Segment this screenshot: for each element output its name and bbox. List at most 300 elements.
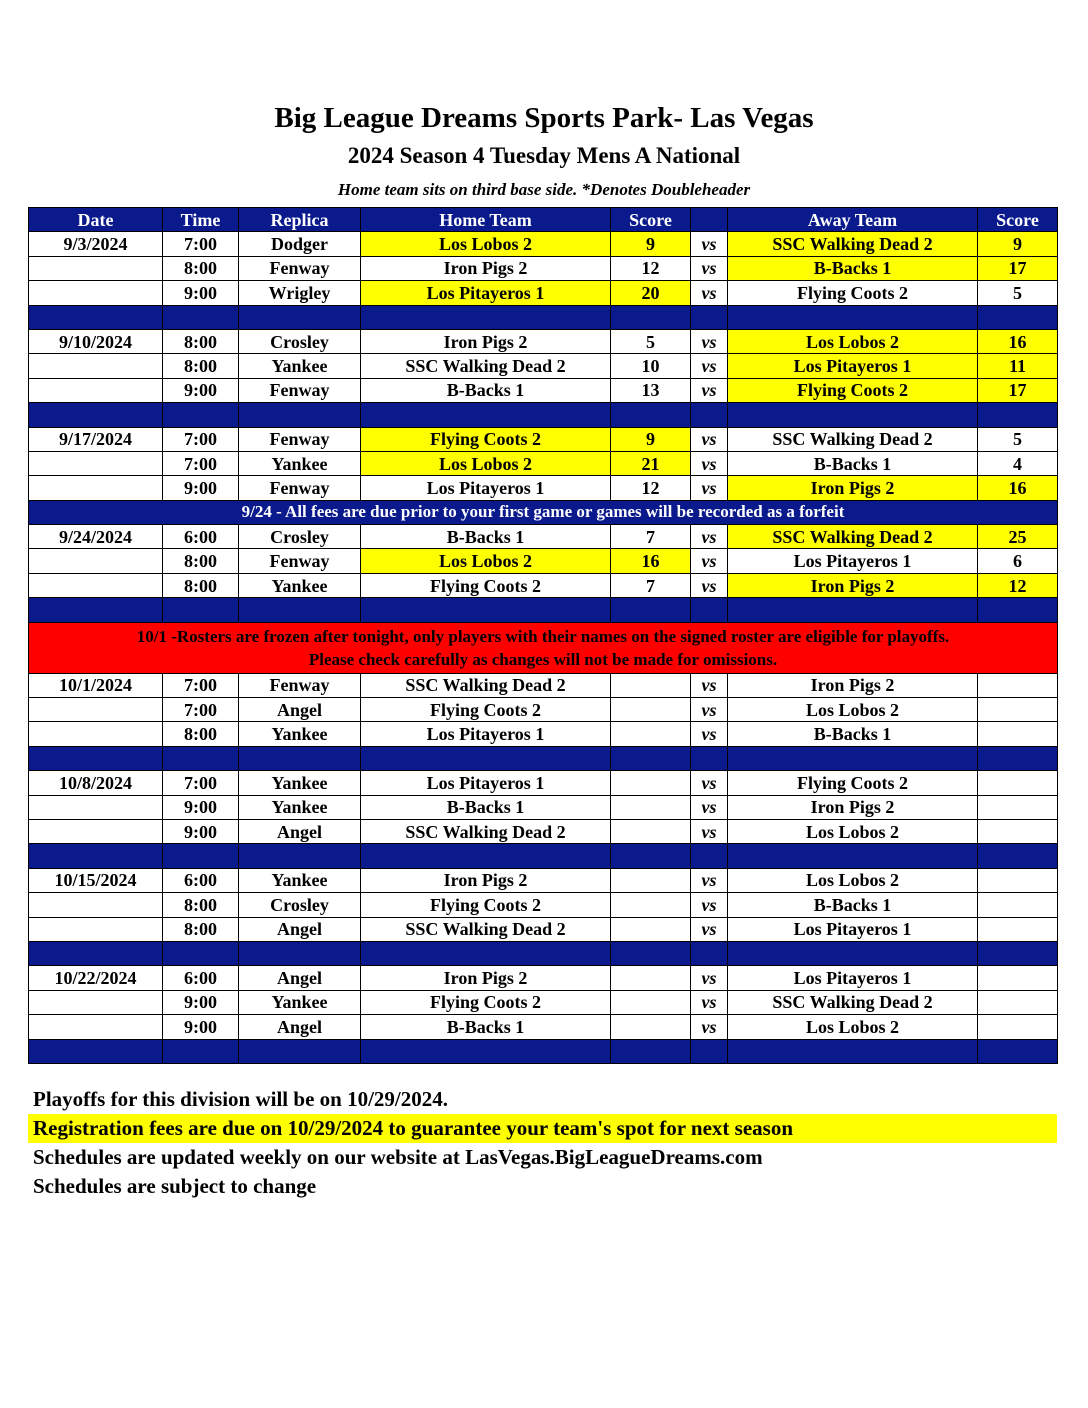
replica-field-cell: Yankee [239,795,361,819]
away-score-cell [978,990,1058,1014]
separator-cell [239,941,361,965]
separator-cell [611,305,691,329]
separator-cell [728,746,978,770]
away-score-cell: 6 [978,549,1058,573]
game-time-cell: 8:00 [163,329,239,353]
game-date-cell: 9/24/2024 [29,525,163,549]
fees-banner-text: 9/24 - All fees are due prior to your first game or games will be recorded as a forfeit [29,500,1058,524]
home-team-cell: B-Backs 1 [361,525,611,549]
away-score-cell: 9 [978,232,1058,256]
separator-cell [361,746,611,770]
home-team-cell: Los Lobos 2 [361,549,611,573]
away-score-cell: 12 [978,573,1058,597]
separator-cell [361,305,611,329]
home-score-cell [611,795,691,819]
table-header-row [29,208,1058,232]
game-date-cell: 9/17/2024 [29,427,163,451]
separator-cell [29,305,163,329]
separator-cell [691,746,728,770]
away-team-cell: Iron Pigs 2 [728,795,978,819]
replica-field-cell: Fenway [239,673,361,697]
separator-row [29,746,1058,770]
col-header-away-score: Score [978,208,1058,232]
separator-cell [978,598,1058,622]
game-time-cell: 9:00 [163,795,239,819]
separator-cell [239,746,361,770]
away-score-cell [978,771,1058,795]
vs-cell: vs [691,722,728,746]
home-score-cell [611,698,691,722]
table-row [29,990,1058,1014]
replica-field-cell: Angel [239,1015,361,1039]
home-score-cell: 21 [611,451,691,475]
away-team-cell: Los Pitayeros 1 [728,966,978,990]
col-header-away-team: Away Team [728,208,978,232]
away-team-cell: B-Backs 1 [728,451,978,475]
separator-cell [361,844,611,868]
replica-field-cell: Crosley [239,525,361,549]
home-team-cell: Flying Coots 2 [361,698,611,722]
home-team-cell: Flying Coots 2 [361,990,611,1014]
home-team-cell: Los Pitayeros 1 [361,476,611,500]
away-team-cell: Los Lobos 2 [728,1015,978,1039]
replica-field-cell: Yankee [239,354,361,378]
away-score-cell [978,966,1058,990]
separator-row [29,941,1058,965]
game-date-cell [29,990,163,1014]
away-score-cell [978,1015,1058,1039]
game-time-cell: 8:00 [163,573,239,597]
replica-field-cell: Angel [239,917,361,941]
away-score-cell: 5 [978,427,1058,451]
game-date-cell [29,819,163,843]
separator-cell [978,305,1058,329]
vs-cell: vs [691,451,728,475]
separator-cell [239,403,361,427]
schedule-table [28,207,1058,1064]
table-row [29,573,1058,597]
replica-field-cell: Fenway [239,476,361,500]
separator-cell [29,844,163,868]
replica-field-cell: Angel [239,966,361,990]
separator-row [29,305,1058,329]
vs-cell: vs [691,893,728,917]
replica-field-cell: Crosley [239,893,361,917]
home-score-cell [611,868,691,892]
table-row [29,795,1058,819]
away-score-cell [978,893,1058,917]
separator-cell [691,941,728,965]
table-row [29,378,1058,402]
game-date-cell [29,549,163,573]
home-score-cell [611,673,691,697]
home-score-cell [611,893,691,917]
separator-cell [611,403,691,427]
replica-field-cell: Yankee [239,722,361,746]
home-team-cell: Iron Pigs 2 [361,256,611,280]
home-team-cell: SSC Walking Dead 2 [361,354,611,378]
game-date-cell [29,1015,163,1039]
away-team-cell: SSC Walking Dead 2 [728,232,978,256]
away-team-cell: Los Lobos 2 [728,329,978,353]
table-row [29,256,1058,280]
away-score-cell: 16 [978,476,1058,500]
game-time-cell: 8:00 [163,549,239,573]
away-team-cell: Iron Pigs 2 [728,673,978,697]
game-time-cell: 7:00 [163,232,239,256]
separator-cell [361,598,611,622]
game-date-cell: 9/10/2024 [29,329,163,353]
away-team-cell: Los Lobos 2 [728,868,978,892]
away-score-cell: 17 [978,256,1058,280]
separator-cell [361,403,611,427]
separator-cell [691,305,728,329]
home-team-cell: Flying Coots 2 [361,573,611,597]
fees-banner-row [29,500,1058,524]
home-team-cell: SSC Walking Dead 2 [361,917,611,941]
separator-cell [361,1039,611,1063]
vs-cell: vs [691,990,728,1014]
separator-cell [728,844,978,868]
home-team-cell: Flying Coots 2 [361,427,611,451]
away-team-cell: Flying Coots 2 [728,771,978,795]
away-team-cell: Los Pitayeros 1 [728,917,978,941]
home-team-cell: SSC Walking Dead 2 [361,673,611,697]
vs-cell: vs [691,329,728,353]
replica-field-cell: Fenway [239,378,361,402]
away-score-cell [978,698,1058,722]
separator-cell [163,941,239,965]
home-score-cell [611,917,691,941]
table-row [29,1015,1058,1039]
game-date-cell: 10/1/2024 [29,673,163,697]
col-header-date: Date [29,208,163,232]
away-team-cell: Iron Pigs 2 [728,476,978,500]
replica-field-cell: Crosley [239,329,361,353]
home-score-cell: 10 [611,354,691,378]
away-team-cell: Los Pitayeros 1 [728,549,978,573]
vs-cell: vs [691,819,728,843]
table-row [29,232,1058,256]
home-score-cell [611,722,691,746]
separator-cell [239,1039,361,1063]
vs-cell: vs [691,256,728,280]
table-row [29,673,1058,697]
page-title: Big League Dreams Sports Park- Las Vegas [274,102,814,134]
table-row [29,427,1058,451]
separator-cell [29,746,163,770]
away-score-cell: 5 [978,281,1058,305]
separator-cell [691,1039,728,1063]
table-row [29,819,1058,843]
vs-cell: vs [691,917,728,941]
replica-field-cell: Yankee [239,990,361,1014]
separator-cell [361,941,611,965]
home-score-cell [611,1015,691,1039]
schedule-body [29,232,1058,1064]
subject-to-change-note: Schedules are subject to change [33,1174,317,1198]
separator-cell [163,598,239,622]
roster-freeze-banner-row [29,622,1058,673]
registration-note: Registration fees are due on 10/29/2024 to guarantee your team's spot for next season [28,1114,1057,1143]
roster-freeze-line-1: 10/1 -Rosters are frozen after tonight, only players with their names on the signed roster are eligible for playoffs. [136,626,950,646]
game-time-cell: 9:00 [163,378,239,402]
table-row [29,476,1058,500]
game-time-cell: 6:00 [163,966,239,990]
game-date-cell [29,722,163,746]
vs-cell: vs [691,698,728,722]
separator-cell [239,598,361,622]
game-date-cell [29,573,163,597]
game-time-cell: 8:00 [163,722,239,746]
game-date-cell: 10/8/2024 [29,771,163,795]
home-team-cell: B-Backs 1 [361,1015,611,1039]
vs-cell: vs [691,1015,728,1039]
game-time-cell: 7:00 [163,673,239,697]
replica-field-cell: Yankee [239,771,361,795]
separator-cell [611,746,691,770]
game-date-cell [29,917,163,941]
game-time-cell: 8:00 [163,893,239,917]
table-row [29,698,1058,722]
game-date-cell [29,795,163,819]
separator-cell [978,1039,1058,1063]
vs-cell: vs [691,795,728,819]
separator-cell [163,746,239,770]
col-header-replica: Replica [239,208,361,232]
vs-cell: vs [691,427,728,451]
separator-cell [691,844,728,868]
home-score-cell: 16 [611,549,691,573]
replica-field-cell: Yankee [239,451,361,475]
table-row [29,329,1058,353]
separator-cell [978,844,1058,868]
roster-freeze-banner [29,622,1058,673]
separator-cell [611,941,691,965]
game-date-cell [29,378,163,402]
away-score-cell: 25 [978,525,1058,549]
game-time-cell: 7:00 [163,427,239,451]
away-team-cell: Flying Coots 2 [728,281,978,305]
game-time-cell: 7:00 [163,451,239,475]
game-time-cell: 8:00 [163,256,239,280]
vs-cell: vs [691,476,728,500]
table-row [29,771,1058,795]
separator-cell [728,941,978,965]
replica-field-cell: Dodger [239,232,361,256]
separator-row [29,1039,1058,1063]
game-date-cell [29,698,163,722]
away-team-cell: Iron Pigs 2 [728,573,978,597]
away-team-cell: Los Lobos 2 [728,698,978,722]
away-score-cell [978,722,1058,746]
home-team-cell: SSC Walking Dead 2 [361,819,611,843]
replica-field-cell: Fenway [239,427,361,451]
table-row [29,525,1058,549]
away-score-cell [978,795,1058,819]
vs-cell: vs [691,549,728,573]
separator-cell [29,941,163,965]
vs-cell: vs [691,281,728,305]
table-row [29,549,1058,573]
vs-cell: vs [691,525,728,549]
home-team-cell: Los Lobos 2 [361,232,611,256]
game-time-cell: 6:00 [163,868,239,892]
home-score-cell [611,966,691,990]
away-team-cell: SSC Walking Dead 2 [728,427,978,451]
away-score-cell [978,673,1058,697]
away-score-cell: 16 [978,329,1058,353]
website-note: Schedules are updated weekly on our website at LasVegas.BigLeagueDreams.com [33,1145,763,1169]
home-score-cell: 5 [611,329,691,353]
home-team-cell: Iron Pigs 2 [361,966,611,990]
separator-cell [611,598,691,622]
col-header-vs [691,208,728,232]
away-team-cell: B-Backs 1 [728,893,978,917]
away-score-cell [978,917,1058,941]
separator-cell [163,1039,239,1063]
away-team-cell: B-Backs 1 [728,722,978,746]
table-row [29,966,1058,990]
col-header-time: Time [163,208,239,232]
home-score-cell [611,990,691,1014]
vs-cell: vs [691,232,728,256]
replica-field-cell: Wrigley [239,281,361,305]
table-row [29,281,1058,305]
game-time-cell: 9:00 [163,1015,239,1039]
game-time-cell: 6:00 [163,525,239,549]
table-row [29,868,1058,892]
home-score-cell: 12 [611,256,691,280]
separator-cell [163,844,239,868]
separator-cell [611,844,691,868]
replica-field-cell: Yankee [239,573,361,597]
away-score-cell [978,819,1058,843]
home-score-cell: 12 [611,476,691,500]
replica-field-cell: Fenway [239,549,361,573]
separator-cell [691,598,728,622]
home-team-cell: Los Pitayeros 1 [361,281,611,305]
table-row [29,722,1058,746]
vs-cell: vs [691,573,728,597]
replica-field-cell: Fenway [239,256,361,280]
replica-field-cell: Angel [239,698,361,722]
game-date-cell [29,451,163,475]
game-date-cell: 10/22/2024 [29,966,163,990]
away-team-cell: B-Backs 1 [728,256,978,280]
separator-cell [978,941,1058,965]
game-date-cell [29,354,163,378]
vs-cell: vs [691,354,728,378]
away-team-cell: SSC Walking Dead 2 [728,525,978,549]
home-score-cell: 20 [611,281,691,305]
footer-notes [28,1085,1057,1201]
separator-cell [728,1039,978,1063]
game-time-cell: 9:00 [163,990,239,1014]
replica-field-cell: Yankee [239,868,361,892]
table-row [29,451,1058,475]
away-score-cell: 17 [978,378,1058,402]
home-team-cell: Los Pitayeros 1 [361,771,611,795]
game-date-cell: 10/15/2024 [29,868,163,892]
home-team-cell: Flying Coots 2 [361,893,611,917]
page-subtitle: 2024 Season 4 Tuesday Mens A National [347,143,741,168]
table-row [29,917,1058,941]
playoffs-note: Playoffs for this division will be on 10/29/2024. [33,1087,448,1111]
separator-row [29,844,1058,868]
separator-row [29,598,1058,622]
vs-cell: vs [691,771,728,795]
game-time-cell: 9:00 [163,476,239,500]
separator-cell [728,305,978,329]
separator-cell [611,1039,691,1063]
game-time-cell: 8:00 [163,354,239,378]
home-score-cell: 7 [611,573,691,597]
separator-cell [691,403,728,427]
game-date-cell [29,256,163,280]
table-row [29,893,1058,917]
away-team-cell: Los Pitayeros 1 [728,354,978,378]
game-date-cell [29,893,163,917]
away-team-cell: SSC Walking Dead 2 [728,990,978,1014]
game-time-cell: 7:00 [163,771,239,795]
game-time-cell: 7:00 [163,698,239,722]
separator-cell [239,305,361,329]
vs-cell: vs [691,673,728,697]
home-score-cell [611,771,691,795]
game-date-cell: 9/3/2024 [29,232,163,256]
away-team-cell: Los Lobos 2 [728,819,978,843]
home-score-cell [611,819,691,843]
replica-field-cell: Angel [239,819,361,843]
home-team-cell: B-Backs 1 [361,378,611,402]
separator-cell [239,844,361,868]
separator-cell [29,403,163,427]
col-header-home-team: Home Team [361,208,611,232]
home-team-cell: Los Pitayeros 1 [361,722,611,746]
separator-cell [29,1039,163,1063]
away-team-cell: Flying Coots 2 [728,378,978,402]
col-header-home-score: Score [611,208,691,232]
away-score-cell: 11 [978,354,1058,378]
home-team-cell: B-Backs 1 [361,795,611,819]
separator-cell [163,403,239,427]
game-time-cell: 9:00 [163,819,239,843]
away-score-cell: 4 [978,451,1058,475]
separator-cell [728,598,978,622]
roster-freeze-line-2: Please check carefully as changes will not be made for omissions. [308,649,778,669]
home-score-cell: 9 [611,427,691,451]
table-row [29,354,1058,378]
schedule-note: Home team sits on third base side. *Denotes Doubleheader [337,180,751,199]
home-score-cell: 9 [611,232,691,256]
home-team-cell: Iron Pigs 2 [361,329,611,353]
separator-cell [728,403,978,427]
home-team-cell: Los Lobos 2 [361,451,611,475]
vs-cell: vs [691,378,728,402]
home-score-cell: 13 [611,378,691,402]
game-time-cell: 9:00 [163,281,239,305]
separator-cell [978,746,1058,770]
separator-cell [29,598,163,622]
separator-cell [978,403,1058,427]
separator-cell [163,305,239,329]
vs-cell: vs [691,868,728,892]
away-score-cell [978,868,1058,892]
game-date-cell [29,476,163,500]
home-score-cell: 7 [611,525,691,549]
home-team-cell: Iron Pigs 2 [361,868,611,892]
